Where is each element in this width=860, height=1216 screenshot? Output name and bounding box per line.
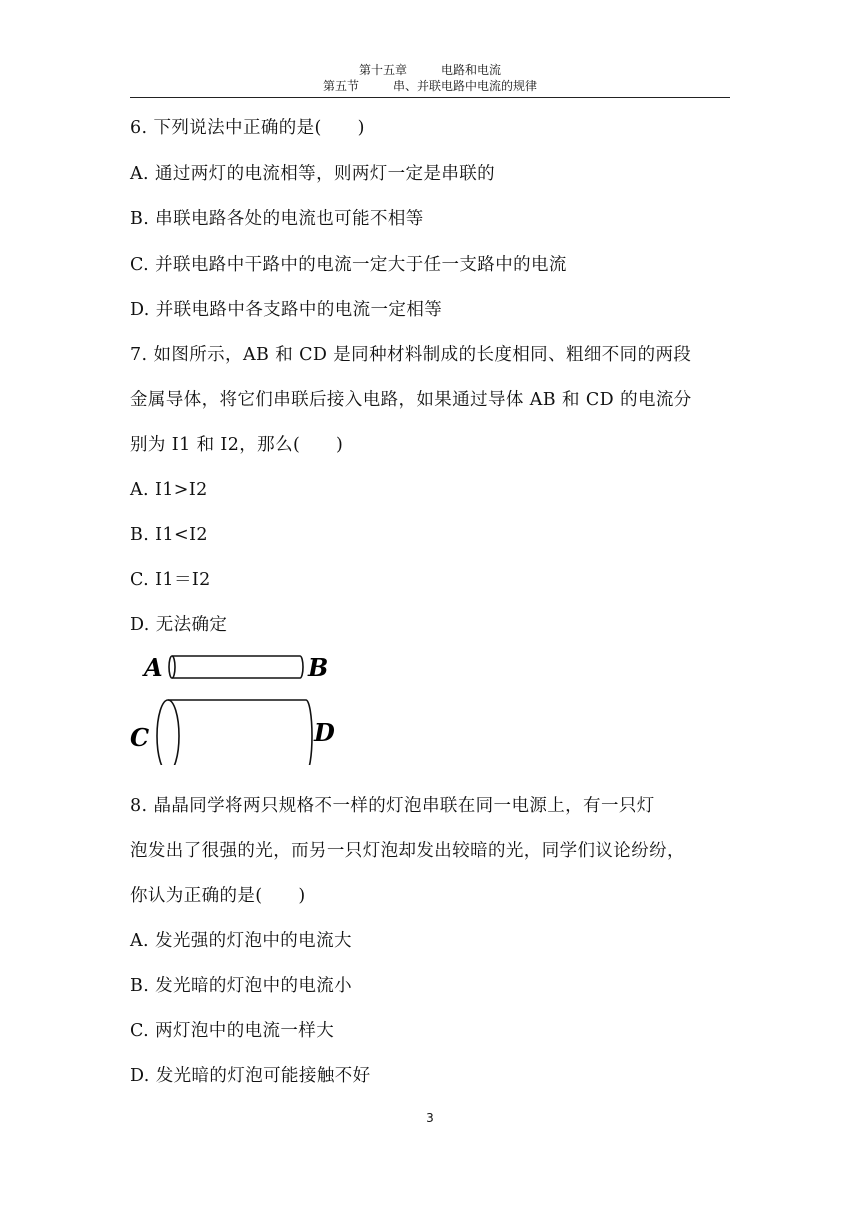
q8-stem-line-3: 你认为正确的是( )	[130, 886, 306, 906]
page-number: 3	[426, 1111, 434, 1125]
header-chapter-title: 电路和电流	[441, 63, 502, 77]
conductor-ab-body	[172, 656, 303, 678]
q7-option-b: B. I1<I2	[130, 525, 208, 545]
label-a: A	[144, 653, 163, 682]
header-section-line	[130, 78, 730, 94]
header-chapter-line	[130, 62, 730, 78]
q7-option-d: D. 无法确定	[130, 615, 228, 635]
conductor-ab-end-face	[169, 656, 175, 678]
q7-stem-line-2: 金属导体，将它们串联后接入电路，如果通过导体 AB 和 CD 的电流分	[130, 390, 692, 410]
q7-stem-line-3: 别为 I1 和 I2，那么( )	[130, 435, 344, 455]
conductor-figure	[128, 645, 348, 765]
header-section: 第五节	[322, 79, 359, 93]
q8-option-b: B. 发光暗的灯泡中的电流小	[130, 976, 353, 996]
q8-stem-line-1: 8. 晶晶同学将两只规格不一样的灯泡串联在同一电源上，有一只灯	[130, 796, 655, 816]
header-chapter: 第十五章	[358, 63, 407, 77]
label-c: C	[130, 723, 150, 752]
conductor-cd-end-face	[157, 700, 179, 765]
conductor-cd-top	[168, 700, 312, 765]
q7-option-c: C. I1＝I2	[130, 570, 211, 590]
header-section-title: 串、并联电路中电流的规律	[393, 79, 538, 93]
label-d: D	[314, 718, 335, 747]
q7-stem-line-1: 7. 如图所示，AB 和 CD 是同种材料制成的长度相同、粗细不同的两段	[130, 345, 692, 365]
q8-option-a: A. 发光强的灯泡中的电流大	[130, 931, 352, 951]
q6-option-d: D. 并联电路中各支路中的电流一定相等	[130, 300, 443, 320]
q8-option-c: C. 两灯泡中的电流一样大	[130, 1021, 335, 1041]
q6-stem: 6. 下列说法中正确的是( )	[130, 118, 365, 138]
q8-stem-line-2: 泡发出了很强的光，而另一只灯泡却发出较暗的光，同学们议论纷纷，	[130, 841, 685, 861]
q6-option-b: B. 串联电路各处的电流也可能不相等	[130, 209, 424, 229]
page-header	[130, 62, 730, 94]
label-b: B	[308, 653, 329, 682]
q6-option-a: A. 通过两灯的电流相等，则两灯一定是串联的	[130, 164, 496, 184]
q8-option-d: D. 发光暗的灯泡可能接触不好	[130, 1066, 371, 1086]
q7-option-a: A. I1>I2	[130, 480, 208, 500]
header-rule	[130, 97, 730, 98]
q6-option-c: C. 并联电路中干路中的电流一定大于任一支路中的电流	[130, 255, 567, 275]
